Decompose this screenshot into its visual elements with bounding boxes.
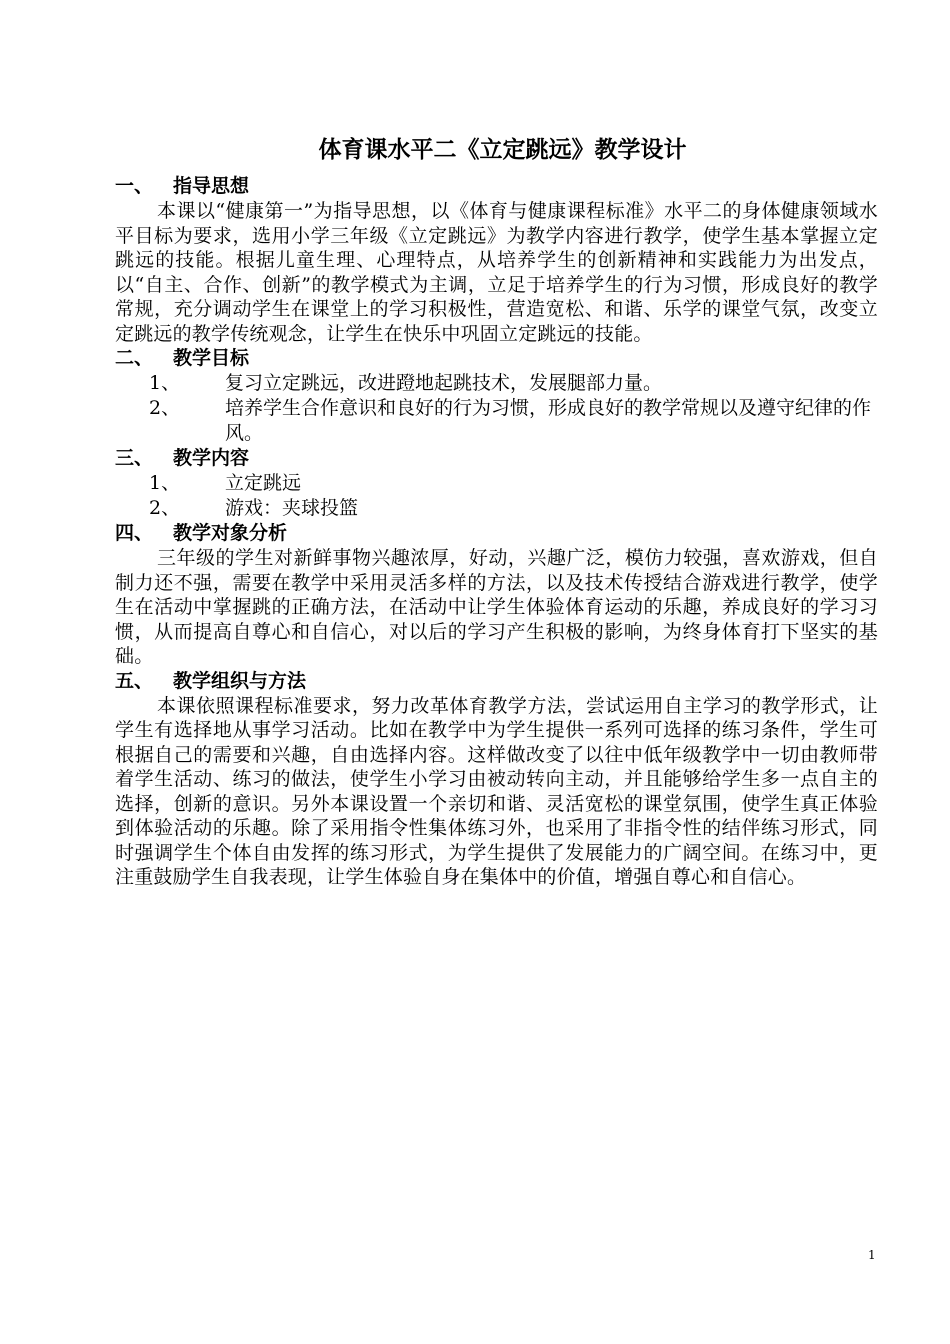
section-paragraph: 三年级的学生对新鲜事物兴趣浓厚，好动，兴趣广泛，模仿力较强，喜欢游戏，但自制力还不强，需要在教学中采用灵活多样的方法，以及技术传授结合游戏进行教学，使学生在活动中掌握跳的正确方法，在活动中让学生体验体育运动的乐趣，养成良好的学习习惯，从而提高自尊心和自信心，对以后的学习产生积极的影响，为终身体育打下坚实的基础。 bbox=[115, 547, 878, 667]
section-number: 二、 bbox=[115, 347, 154, 369]
section-heading bbox=[115, 446, 878, 471]
section-heading bbox=[115, 521, 878, 546]
list-item-number: 2、 bbox=[149, 397, 181, 419]
section-title: 指导思想 bbox=[173, 175, 250, 197]
page-number: 1 bbox=[868, 1248, 876, 1262]
list-item-number: 2、 bbox=[149, 497, 181, 519]
section-number: 五、 bbox=[115, 669, 154, 692]
list-item bbox=[115, 496, 878, 521]
list-item-number: 1、 bbox=[149, 372, 181, 394]
section-teaching-content bbox=[115, 446, 878, 521]
list-item bbox=[115, 396, 878, 446]
section-number: 三、 bbox=[115, 447, 154, 469]
section-title: 教学组织与方法 bbox=[173, 669, 307, 692]
list-item-text: 复习立定跳远，改进蹬地起跳技术，发展腿部力量。 bbox=[225, 372, 663, 394]
section-paragraph: 本课以“健康第一”为指导思想，以《体育与健康课程标准》水平二的身体健康领域水平目标为要求，选用小学三年级《立定跳远》为教学内容进行教学，使学生基本掌握立定跳远的技能。根据儿童生理、心理特点，从培养学生的创新精神和实践能力为出发点，以“自主、合作、创新”的教学模式为主调，立足于培养学生的行为习惯，形成良好的教学常规，充分调动学生在课堂上的学习积极性，营造宽松、和谐、乐学的课堂气氛，改变立定跳远的教学传统观念，让学生在快乐中巩固立定跳远的技能。 bbox=[115, 200, 878, 345]
list-item-number: 1、 bbox=[149, 472, 181, 494]
list-item-text: 游戏：夹球投篮 bbox=[225, 497, 359, 519]
list-item-text: 立定跳远 bbox=[225, 472, 302, 494]
section-guiding-ideology bbox=[115, 174, 878, 346]
list-item bbox=[115, 471, 878, 496]
section-organization-methods bbox=[115, 669, 878, 890]
document-title: 体育课水平二《立定跳远》教学设计 bbox=[318, 136, 687, 163]
section-teaching-goals bbox=[115, 346, 878, 446]
section-heading bbox=[115, 346, 878, 371]
document-body bbox=[115, 132, 878, 890]
section-heading bbox=[115, 669, 878, 694]
section-number: 四、 bbox=[115, 522, 154, 544]
section-heading bbox=[115, 174, 878, 199]
section-title: 教学内容 bbox=[173, 447, 250, 469]
section-title: 教学目标 bbox=[173, 347, 250, 369]
section-student-analysis bbox=[115, 521, 878, 669]
section-number: 一、 bbox=[115, 175, 154, 197]
list-item-text: 培养学生合作意识和良好的行为习惯，形成良好的教学常规以及遵守纪律的作风。 bbox=[225, 397, 872, 444]
section-paragraph: 本课依照课程标准要求，努力改革体育教学方法，尝试运用自主学习的教学形式，让学生有选择地从事学习活动。比如在教学中为学生提供一系列可选择的练习条件，学生可根据自己的需要和兴趣，自由选择内容。这样做改变了以往中低年级教学中一切由教师带着学生活动、练习的做法，使学生小学习由被动转向主动，并且能够给学生多一点自主的选择，创新的意识。另外本课设置一个亲切和谐、灵活宽松的课堂氛围，使学生真正体验到体验活动的乐趣。除了采用指令性集体练习外，也采用了非指令性的结伴练习形式，同时强调学生个体自由发挥的练习形式，为学生提供了发展能力的广阔空间。在练习中，更注重鼓励学生自我表现，让学生体验自身在集体中的价值，增强自尊心和自信心。 bbox=[115, 694, 878, 888]
section-title: 教学对象分析 bbox=[173, 522, 288, 544]
list-item bbox=[115, 371, 878, 396]
